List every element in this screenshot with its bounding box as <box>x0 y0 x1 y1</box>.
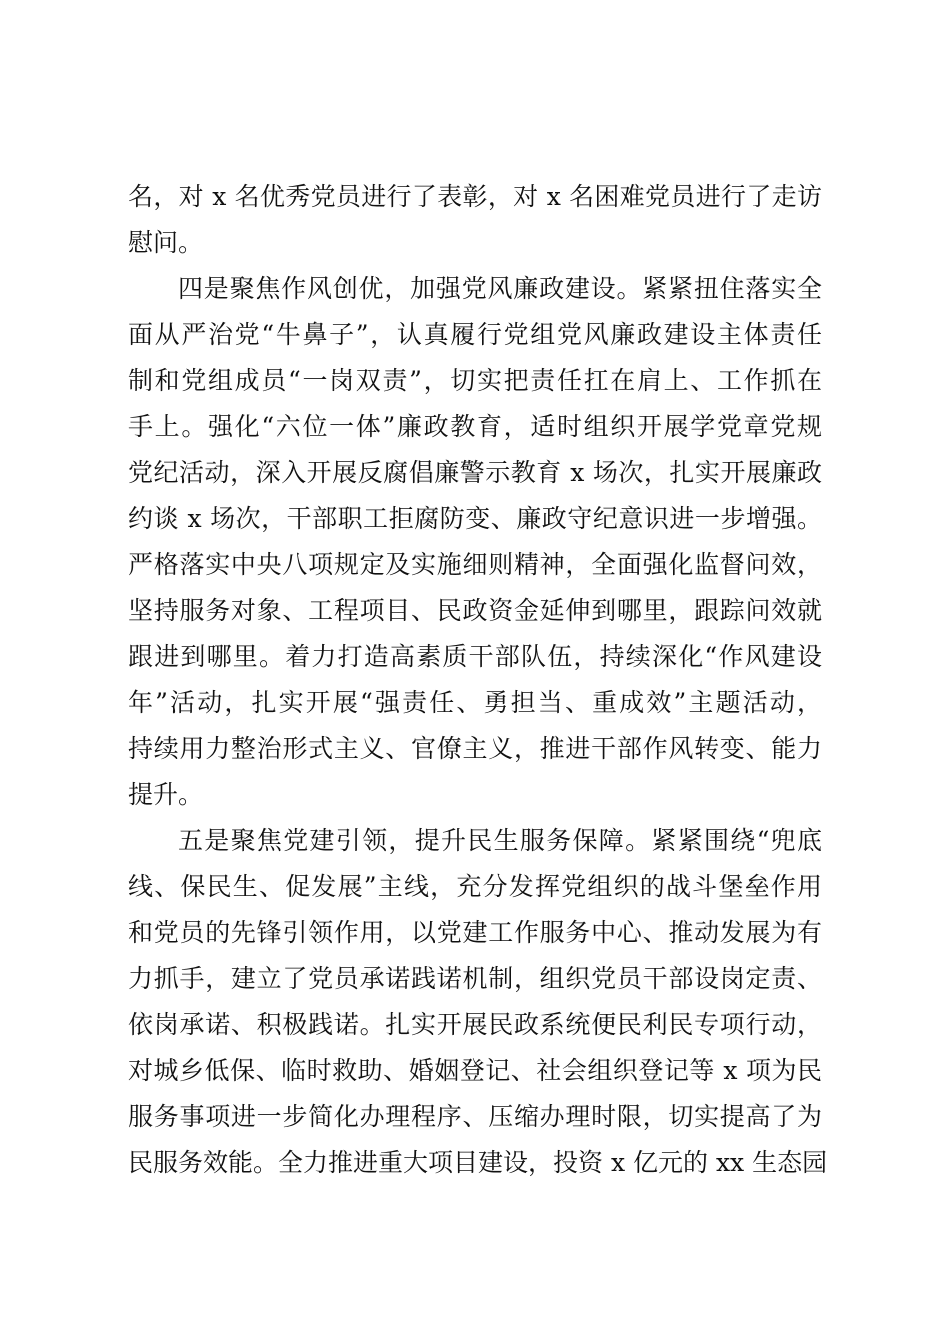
text-line: 严格落实中央八项规定及实施细则精神，全面强化监督问效， <box>128 550 822 579</box>
text-line: 民服务效能。全力推进重大项目建设，投资 x 亿元的 xx 生态园 <box>128 1148 828 1177</box>
text-line: 和党员的先锋引领作用，以党建工作服务中心、推动发展为有 <box>128 918 822 947</box>
text-line: 五是聚焦党建引领，提升民生服务保障。紧紧围绕“兜底 <box>178 826 822 855</box>
body-text <box>128 174 828 1186</box>
text-line: 面从严治党“牛鼻子”，认真履行党组党风廉政建设主体责任 <box>128 320 822 349</box>
text-line: 慰问。 <box>128 228 204 257</box>
text-line: 服务事项进一步简化办理程序、压缩办理时限，切实提高了为 <box>128 1102 822 1131</box>
text-line: 对城乡低保、临时救助、婚姻登记、社会组织登记等 x 项为民 <box>128 1056 822 1085</box>
text-line: 持续用力整治形式主义、官僚主义，推进干部作风转变、能力 <box>128 734 822 763</box>
text-line: 党纪活动，深入开展反腐倡廉警示教育 x 场次，扎实开展廉政 <box>128 458 822 487</box>
text-line: 制和党组成员“一岗双责”，切实把责任扛在肩上、工作抓在 <box>128 366 822 395</box>
text-line: 年”活动，扎实开展“强责任、勇担当、重成效”主题活动， <box>128 688 822 717</box>
text-line: 力抓手，建立了党员承诺践诺机制，组织党员干部设岗定责、 <box>128 964 822 993</box>
text-line: 提升。 <box>128 780 204 809</box>
text-line: 名，对 x 名优秀党员进行了表彰，对 x 名困难党员进行了走访 <box>128 182 822 211</box>
text-line: 依岗承诺、积极践诺。扎实开展民政系统便民利民专项行动， <box>128 1010 822 1039</box>
text-line: 跟进到哪里。着力打造高素质干部队伍，持续深化“作风建设 <box>128 642 822 671</box>
text-line: 坚持服务对象、工程项目、民政资金延伸到哪里，跟踪问效就 <box>128 596 822 625</box>
text-line: 线、保民生、促发展”主线，充分发挥党组织的战斗堡垒作用 <box>128 872 822 901</box>
text-line: 约谈 x 场次，干部职工拒腐防变、廉政守纪意识进一步增强。 <box>128 504 822 533</box>
text-line: 四是聚焦作风创优，加强党风廉政建设。紧紧扭住落实全 <box>178 274 822 303</box>
text-line: 手上。强化“六位一体”廉政教育，适时组织开展学党章党规 <box>128 412 822 441</box>
